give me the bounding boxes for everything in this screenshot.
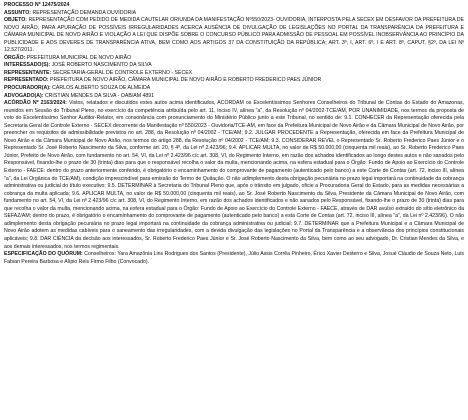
interessados-text: JOSÉ ROBERTO NASCIMENTO DA SILVA — [51, 62, 152, 69]
procurador-label: PROCURADOR(A): — [4, 85, 51, 92]
quorum-label: ESPECIFICAÇÃO DO QUÓRUM: — [4, 251, 83, 258]
quorum-paragraph — [4, 251, 464, 266]
procurador-text: CARLOS ALBERTO SOUZA DE ALMEIDA — [52, 85, 151, 92]
objeto-paragraph — [4, 17, 464, 55]
acordao-label: ACÓRDÃO Nº 2163/2024: — [4, 100, 67, 107]
representante-text: SECRETARIA-GERAL DE CONTROLE EXTERNO - SECEX — [52, 69, 193, 76]
process-value: 12475/2024 — [41, 2, 70, 8]
representados-label: REPRESENTADO: — [4, 77, 49, 84]
assunto-line — [4, 10, 464, 18]
advogados-label: ADVOGADO(A): — [4, 92, 44, 99]
process-label: PROCESSO Nº — [4, 2, 41, 8]
assunto-label: ASSUNTO: — [4, 9, 31, 16]
advogados-line — [4, 93, 464, 101]
orgao-text: PREFEITURA MUNICIPAL DE NOVO AIRÃO — [26, 54, 132, 61]
representados-line — [4, 77, 464, 85]
procurador-line — [4, 85, 464, 93]
orgao-label: ÓRGÃO: — [4, 54, 26, 61]
interessados-label: INTERESSADO(S): — [4, 62, 51, 69]
assunto-text: REPRESENTAÇÃO DEMANDA OUVIDORIA — [32, 9, 137, 16]
process-number — [4, 2, 464, 10]
objeto-text: REPRESENTAÇÃO COM PEDIDO DE MEDIDA CAUTELAR ORIUNDA DA MANIFESTAÇÃO Nº550/2023- OUVIDORIA, INTERPOSTA PELA SECEX EM DESFAVOR DA PREFEITURA DE NOVO AIRÃO, PARA APURAÇÃO DE POSSÍVEIS IRREGULARIDADES ACERCA AUSÊNCIA DE DIVULGAÇÃO DE LEGISLAÇÕES NO PORTAL DA TRANSPARÊNCIA DA PREFEITURA E CÂMARA MUNICIPAL DE NOVO AIRÃO E VIOLAÇÃO A LEI QUE DISPÕE SOBRE O CONCURSO PÚBLICO PARA ADMISSÃO DE PESSOAL EM POSSÍVEL INOBSERVÂNCIA AO PRINCÍPIO DA PUBLICIDADE E AOS DEVERES DE TRANSPARÊNCIA ATIVA, BEM COMO AOS ARTIGOS 37 DA CONSTITUIÇÃO DA REPÚBLICA; ART. 3º, I, ART. 6º, I E ART. 8º, CAPUT, §2º, DA LEI Nº 12.527/2011. — [4, 17, 464, 54]
objeto-label: OBJETO: — [4, 17, 27, 24]
acordao-text: Vistos, relatados e discutidos estes autos acima identificados, ACORDAM os Excelentíssimos Senhores Conselheiros do Tribunal de Contas do Estado do Amazonas, reunidos em Sessão do Tribunal Pleno, no exercício da competência atribuída pelo art. 11, inciso IV, alínea "a", da Resolução nº 04/2002-TCE/AM, POR UNANIMIDADE, nos termos da proposta de voto do Excelentíssimo Senhor Auditor-Relator, em consonância com pronunciamento do Ministério Público junto a este Tribunal, no sentido de: 9.1. CONHECER da Representação oferecida pela Secretaria Geral de Controle Externo - SECEX decorrente da Manifestação nº 550/2023 - Ouvidoria/TCE-AM, em face da Prefeitura Municipal de Novo Airão e da Câmara Municipal de Novo Airão, por preencher os requisitos de admissibilidade previstos no art. 288, da Resolução nº 04/2002 - TCE/AM; 9.2. JULGAR PROCEDENTE a Representação, oferecida em face da Prefeitura Municipal de Novo Airão e da Câmara Municipal de Novo Airão, nos termos do artigo 288, da Resolução nº 04/2002 - TCE/AM; 9.3. CONSIDERAR REVEL o Representado Sr. Roberto Frederico Paes Júnior e o Representado Sr. José Roberto Nascimento da Silva, conforme art. 20, § 4º, da Lei nº 2.423/96; 9.4. APLICAR MULTA, no valor de R$ 50.000,00 (cinquenta mil reais), ao Sr. Roberto Frederico Paes Júnior, Prefeito de Novo Airão, com fundamento no art. 54, VI, da Lei nº 2.423/96 c/c art. 308, VI, do Regimento Interno, em razão dos achados identificados ao longo destes autos e não sanados pelo Responsável, fixando-lhe o prazo de 30 (trinta) dias para que o responsável recolha o valor da multa, mencionando acima, na esfera estadual para o Órgão: Fundo de Apoio ao Exercício do Controle Externo - FAECE: dentro do prazo anteriormente conferido, é obrigatório o encaminhamento do comprovante de pagamento (autenticado pelo banco) a este Corte de Contas (art. 72, inciso III, alínea "a", da Lei Orgânica do TCE/AM), condição imprescindível para emissão do Termo de Quitação. O não adimplemento desta obrigação pecuniária no prazo legal importará na continuidade da cobrança administrativa ou judicial do título executivo; 9.5. DETERMINAR à Secretaria do Tribunal Pleno que, após o trânsito em julgado, oficie a Procuradoria Geral do Estado, para as medidas necessárias a cobrança da multa aplicada; 9.6. APLICAR MULTA, no valor de R$ 50.000,00 (cinquenta mil reais), ao Sr. José Roberto Nascimento da Silva, Presidente da Câmara Municipal de Novo Airão, com fundamento no art. 54, VI, da Lei nº 2.423/96 c/c art. 308, VI, do Regimento Interno, em razão dos achados identificados e não sanados pelo Responsável, fixando-lhe o prazo de 30 (trinta) dias para que recolha o valor da multa, mencionando acima, na esfera estadual para o Órgão: Fundo de Apoio ao Exercício do Controle Externo - FAECE, através de DAR avulso extraído do sítio eletrônico da SEFAZ/AM; dentro do prazo, é obrigatório o encaminhamento do comprovante de pagamento (autenticado pelo banco) a esta Corte de Contas (art. 72, inciso III, alínea "a", da Lei nº 2.423/96). O não adimplemento desta obrigação pecuniária no prazo legal importará na continuidade da cobrança administrativa ou judicial; 9.7. DETERMINAR que a Prefeitura Municipal e a Câmara Municipal de Novo Airão adotem as medidas cabíveis para o saneamento das irregularidades, com a devida divulgação das legislações no Portal da Transparência e a observância dos princípios constitucionais aplicáveis; 9.8. DAR CIÊNCIA da decisão aos interessados, Sr. Roberto Frederico Paes Júnior e Sr. José Roberto Nascimento da Silva, bem como ao seu advogado, Dr. Cristian Mendes da Silva, e aos demais interessados, nos termos regimentais. — [4, 100, 465, 250]
interessados-line — [4, 62, 464, 70]
representados-text: PREFEITURA DE NOVO AIRÃO, CÂMARA MUNICIPAL DE NOVO AIRÃO E ROBERTO FREDERICO PAES JÚNIOR — [50, 77, 322, 84]
representante-label: REPRESENTANTE: — [4, 69, 52, 76]
quorum-text: Conselheiros: Yara Amazônia Lins Rodrigues dos Santos (Presidente), Júlio Assis Corrêa Pinheiro, Érico Xavier Desterro e Silva, Josué Cláudio de Souza Neto, Luis Fabian Pereira Barbosa e Alípio Reis Firmo Filho (Convocado). — [4, 251, 464, 265]
acordao-paragraph — [4, 100, 464, 251]
advogados-text: CRISTIAN MENDES DA SILVA - OAB/AM 4891 — [44, 92, 155, 99]
